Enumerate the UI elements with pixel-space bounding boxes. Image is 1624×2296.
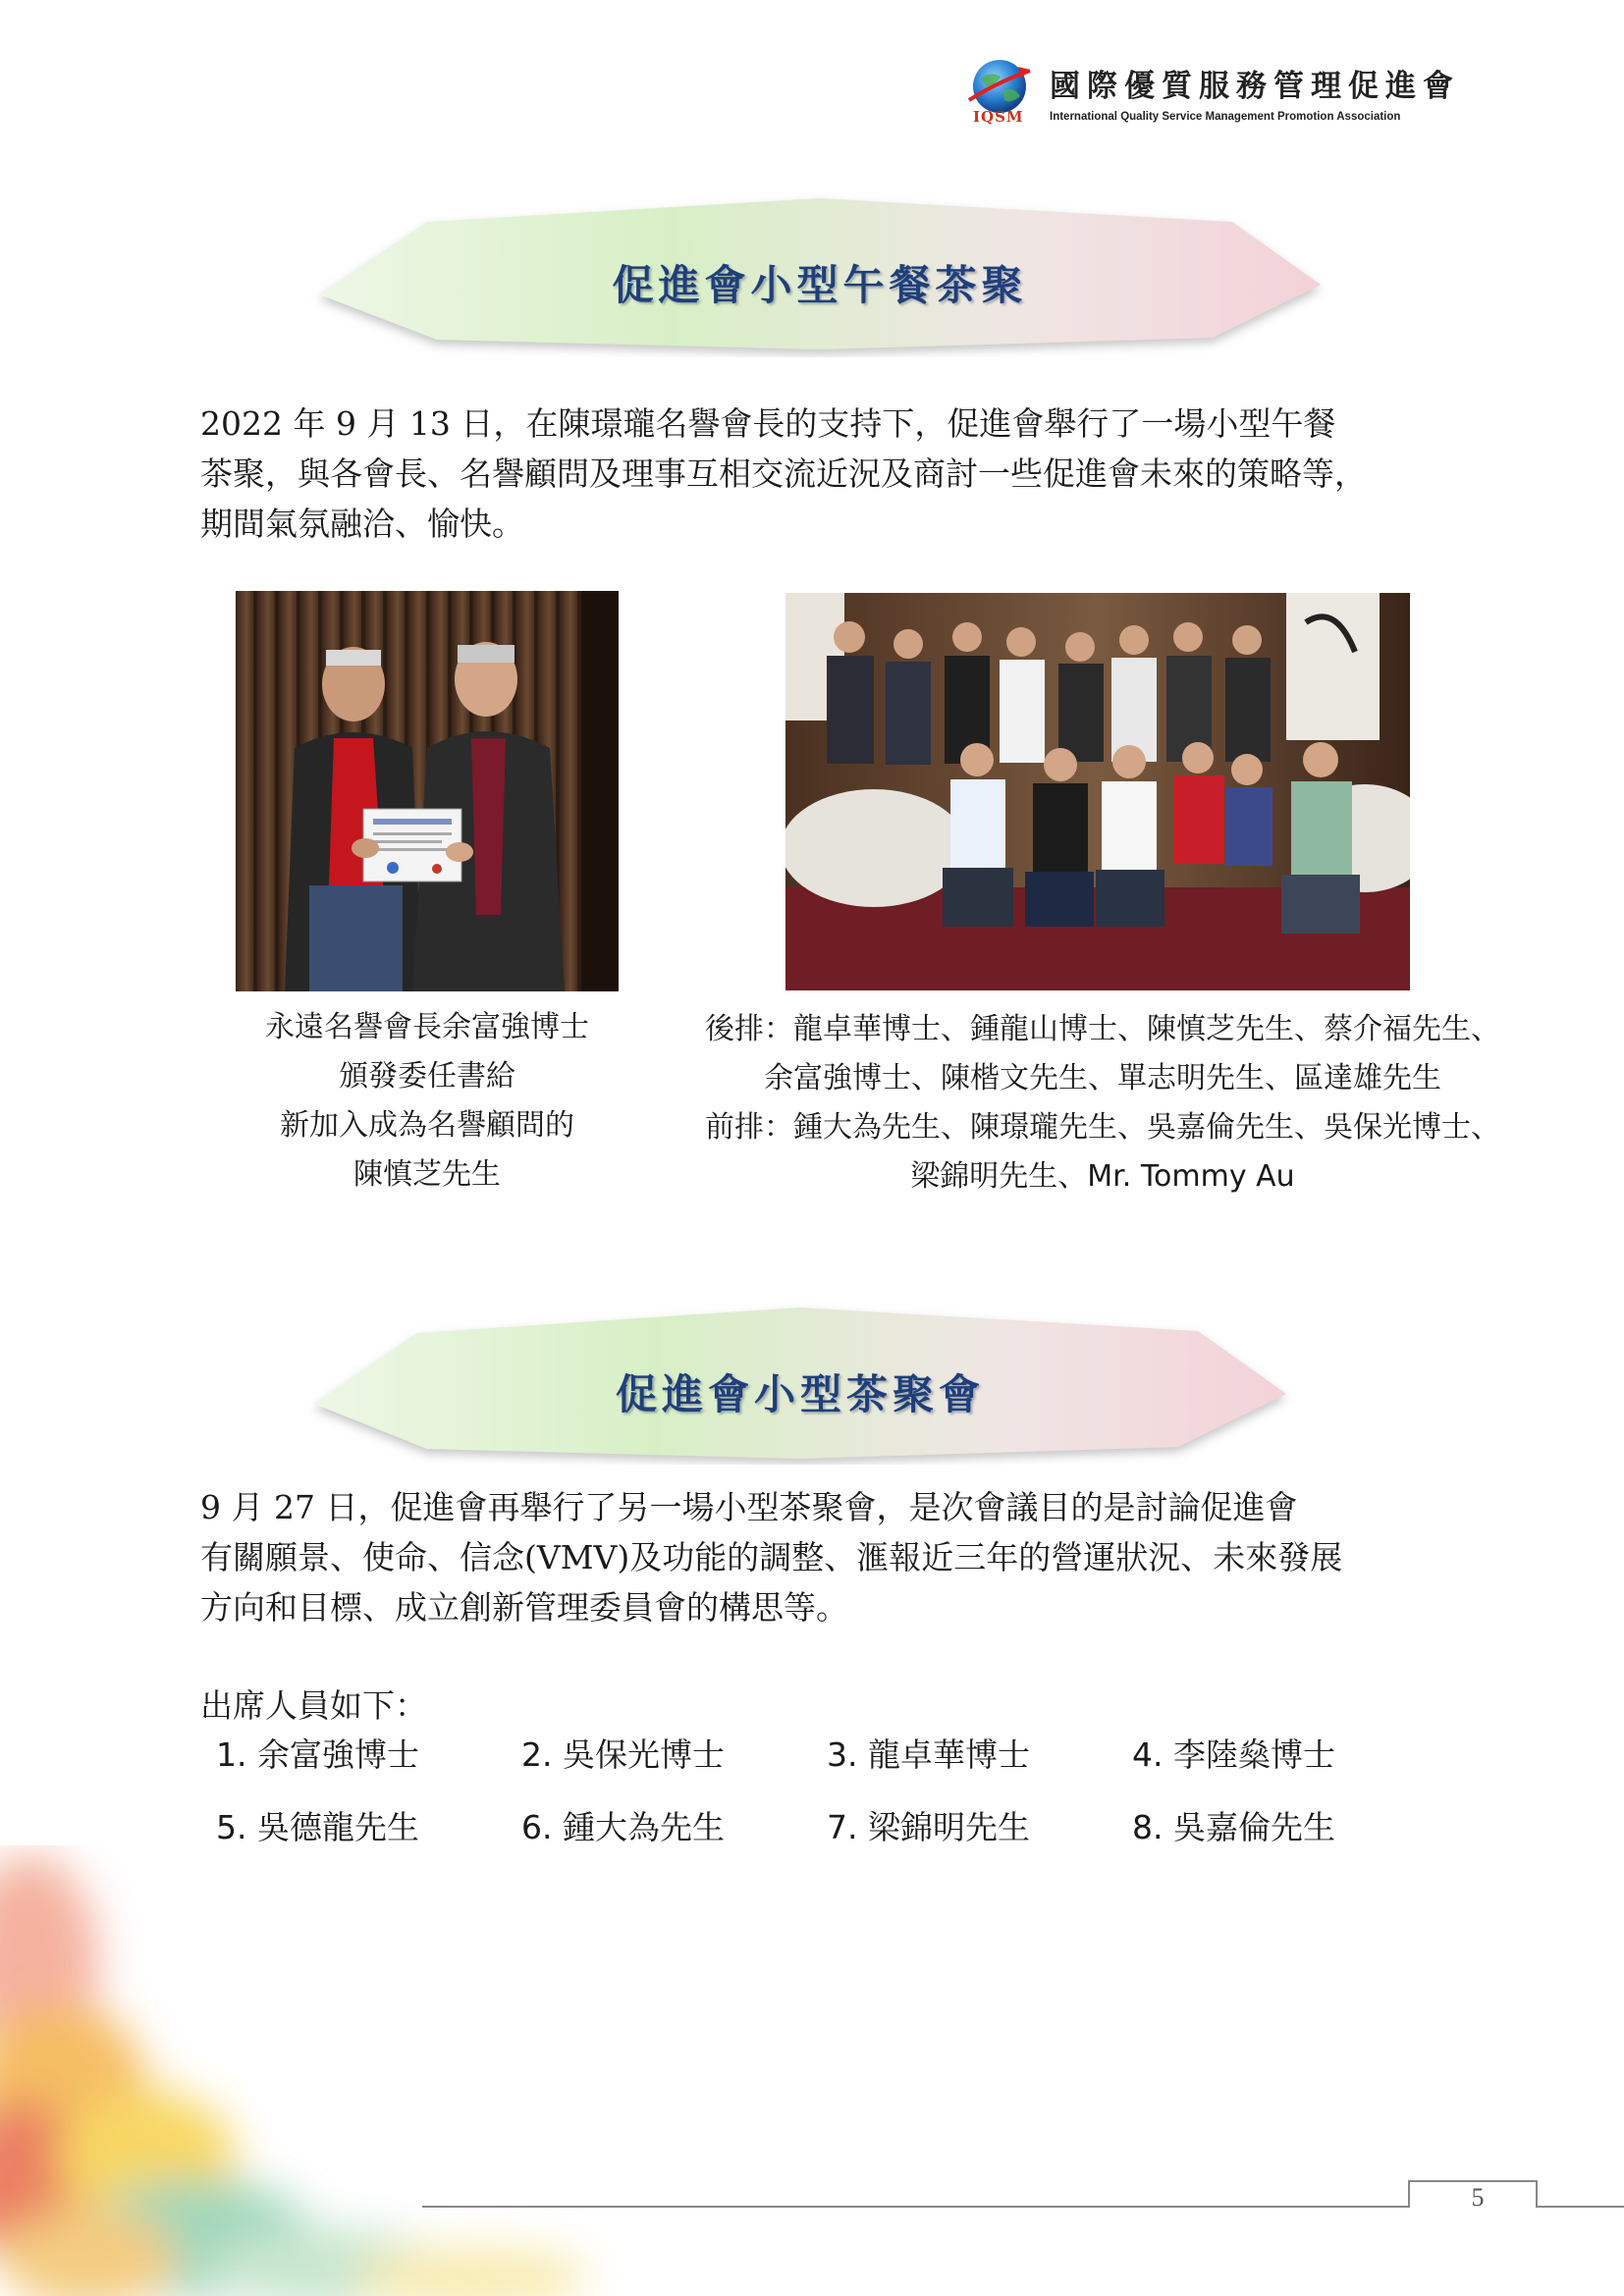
section2-title: 促進會小型茶聚會	[615, 1370, 985, 1418]
paragraph-line: 2022 年 9 月 13 日，在陳璟瓏名譽會長的支持下，促進會舉行了一場小型午餐	[200, 404, 1336, 443]
caption-line: 頒發委任書給	[339, 1059, 515, 1094]
photo-left-caption	[221, 1003, 633, 1200]
attendee-item: 1. 余富強博士	[216, 1735, 419, 1774]
caption-line: 新加入成為名譽顧問的	[280, 1108, 574, 1143]
section1-title: 促進會小型午餐茶聚	[612, 261, 1028, 309]
caption-line: 余富強博士、陳楷文先生、單志明先生、區達雄先生	[764, 1061, 1441, 1095]
org-name-english: International Quality Service Management Promotion Association	[1050, 111, 1401, 123]
attendee-item: 4. 李陸燊博士	[1132, 1735, 1335, 1774]
paragraph-line: 茶聚，與各會長、名譽顧問及理事互相交流近況及商討一些促進會未來的策略等，	[200, 454, 1367, 493]
attendee-item: 5. 吳德龍先生	[216, 1808, 419, 1846]
section1-banner	[309, 192, 1330, 357]
photo-right-caption	[646, 1005, 1559, 1201]
org-logo	[967, 57, 1460, 131]
logo-abbreviation: IQSM	[973, 108, 1024, 126]
footer-rule	[422, 2169, 1624, 2218]
photo-group-lunch	[785, 593, 1410, 990]
caption-line: 前排：鍾大為先生、陳璟瓏先生、吳嘉倫先生、吳保光博士、	[705, 1110, 1500, 1145]
attendee-item: 2. 吳保光博士	[521, 1735, 725, 1774]
caption-line: 永遠名譽會長余富強博士	[265, 1010, 589, 1044]
paragraph-line: 方向和目標、成立創新管理委員會的構思等。	[200, 1588, 848, 1627]
org-name-chinese: 國際優質服務管理促進會	[1050, 69, 1460, 104]
attendee-item: 7. 梁錦明先生	[827, 1808, 1030, 1846]
paragraph-line: 期間氣氛融洽、愉快。	[200, 505, 524, 543]
section2-banner	[304, 1300, 1296, 1465]
section2-paragraph	[200, 1482, 1437, 1632]
attendee-item: 6. 鍾大為先生	[521, 1808, 725, 1846]
paragraph-line: 9 月 27 日，促進會再舉行了另一場小型茶聚會，是次會議目的是討論促進會	[200, 1488, 1298, 1526]
attendee-item: 8. 吳嘉倫先生	[1132, 1808, 1335, 1846]
caption-line: 梁錦明先生、Mr. Tommy Au	[910, 1159, 1295, 1194]
caption-line: 陳慎芝先生	[353, 1157, 501, 1192]
section1-paragraph	[200, 399, 1437, 549]
caption-line: 後排：龍卓華博士、鍾龍山博士、陳慎芝先生、蔡介福先生、	[705, 1012, 1500, 1046]
attendee-item: 3. 龍卓華博士	[827, 1735, 1030, 1774]
paragraph-line: 有關願景、使命、信念(VMV)及功能的調整、滙報近三年的營運狀況、未來發展	[200, 1538, 1343, 1576]
photo-certificate-presentation	[236, 591, 619, 991]
watercolor-decoration	[0, 1845, 628, 2296]
attendees-label: 出席人員如下：	[200, 1686, 427, 1725]
page-number: 5	[1471, 2183, 1485, 2212]
